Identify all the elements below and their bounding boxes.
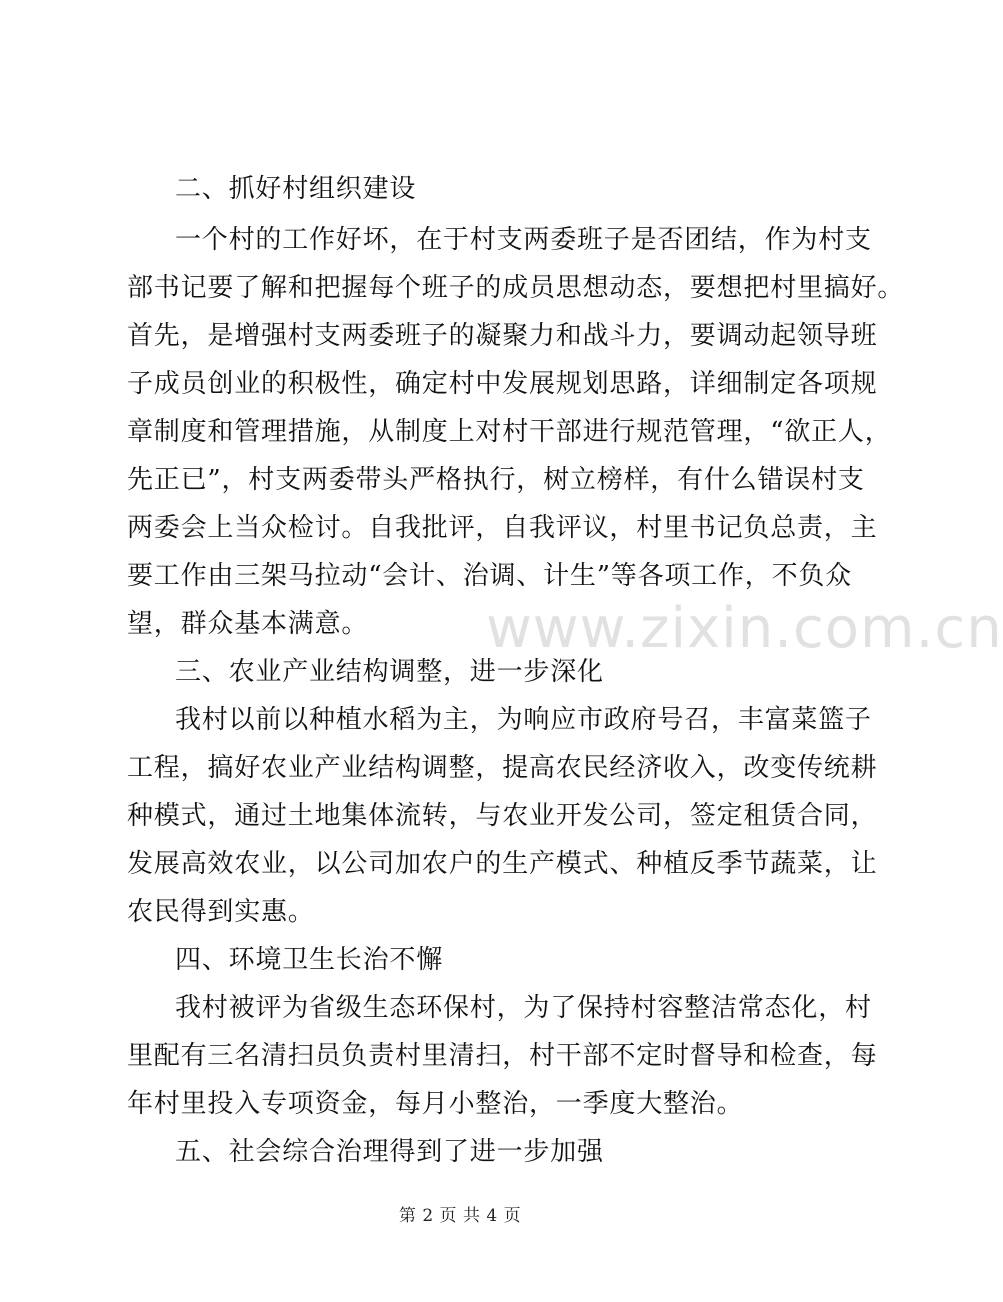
page-number-footer: 第 2 页 共 4 页 bbox=[398, 1206, 522, 1226]
paragraph-line: 种模式，通过土地集体流转，与农业开发公司，签定租赁合同， bbox=[127, 801, 878, 831]
heading-section-3: 三、农业产业结构调整，进一步深化 bbox=[175, 657, 604, 687]
paragraph-line: 农民得到实惠。 bbox=[127, 897, 315, 927]
paragraph-line: 我村以前以种植水稻为主，为响应市政府号召，丰富菜篮子 bbox=[175, 705, 872, 735]
watermark: www.zixin.com.cn bbox=[486, 596, 1003, 661]
heading-section-2: 二、抓好村组织建设 bbox=[175, 174, 417, 204]
paragraph-line: 先正已”，村支两委带头严格执行，树立榜样，有什么错误村支 bbox=[127, 465, 865, 495]
paragraph-line: 部书记要了解和把握每个班子的成员思想动态，要想把村里搞好。 bbox=[127, 273, 905, 303]
paragraph-line: 发展高效农业，以公司加农户的生产模式、种植反季节蔬菜，让 bbox=[127, 849, 878, 879]
heading-section-5: 五、社会综合治理得到了进一步加强 bbox=[175, 1137, 604, 1167]
paragraph-line: 首先，是增强村支两委班子的凝聚力和战斗力，要调动起领导班 bbox=[127, 321, 878, 351]
paragraph-line: 里配有三名清扫员负责村里清扫，村干部不定时督导和检查，每 bbox=[127, 1041, 878, 1071]
paragraph-line: 工程，搞好农业产业结构调整，提高农民经济收入，改变传统耕 bbox=[127, 753, 878, 783]
paragraph-line: 章制度和管理措施，从制度上对村干部进行规范管理，“欲正人， bbox=[127, 417, 892, 447]
paragraph-line: 要工作由三架马拉动“会计、治调、计生”等各项工作，不负众 bbox=[127, 561, 852, 591]
paragraph-line: 两委会上当众检讨。自我批评，自我评议，村里书记负总责，主 bbox=[127, 513, 878, 543]
paragraph-line: 子成员创业的积极性，确定村中发展规划思路，详细制定各项规 bbox=[127, 369, 878, 399]
heading-section-4: 四、环境卫生长治不懈 bbox=[175, 945, 444, 975]
paragraph-line: 一个村的工作好坏，在于村支两委班子是否团结，作为村支 bbox=[175, 225, 872, 255]
paragraph-line: 我村被评为省级生态环保村，为了保持村容整洁常态化，村 bbox=[175, 993, 872, 1023]
paragraph-line: 望，群众基本满意。 bbox=[127, 609, 369, 639]
paragraph-line: 年村里投入专项资金，每月小整治，一季度大整治。 bbox=[127, 1089, 744, 1119]
